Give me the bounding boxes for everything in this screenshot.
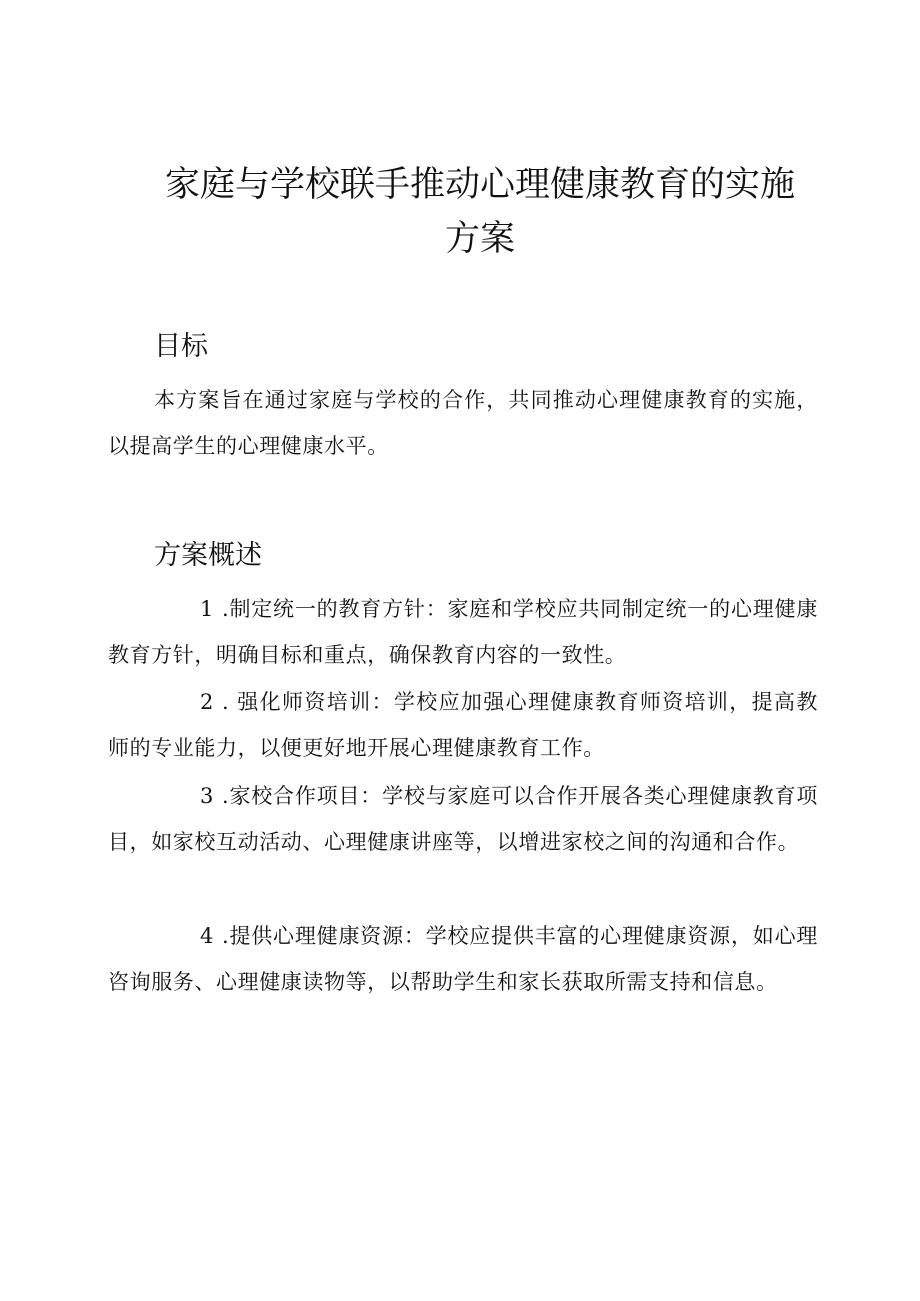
list-item-number: 2 <box>200 690 214 714</box>
list-item-number: 1 <box>200 597 214 621</box>
section-heading-goal: 目标 <box>154 331 208 362</box>
goal-paragraph: 本方案旨在通过家庭与学校的合作，共同推动心理健康教育的实施，以提高学生的心理健康水平。 <box>108 388 818 458</box>
list-item-number: 4 <box>200 924 214 948</box>
document-title: 家庭与学校联手推动心理健康教育的实施方案 <box>164 165 795 259</box>
section-heading-overview: 方案概述 <box>154 540 262 571</box>
list-item-text: . 强化师资培训：学校应加强心理健康教育师资培训，提高教师的专业能力，以便更好地开展心理健康教育工作。 <box>108 690 818 760</box>
list-item <box>108 773 818 865</box>
list-item-text: .制定统一的教育方针：家庭和学校应共同制定统一的心理健康教育方针，明确目标和重点，确保教育内容的一致性。 <box>108 597 818 667</box>
list-item-text: .家校合作项目：学校与家庭可以合作开展各类心理健康教育项目，如家校互动活动、心理健康讲座等，以增进家校之间的沟通和合作。 <box>108 784 818 854</box>
list-item <box>108 586 818 678</box>
list-item-number: 3 <box>200 784 214 808</box>
list-item <box>108 679 818 771</box>
list-item <box>108 913 818 1005</box>
list-item-text: .提供心理健康资源：学校应提供丰富的心理健康资源，如心理咨询服务、心理健康读物等，以帮助学生和家长获取所需支持和信息。 <box>108 924 818 994</box>
